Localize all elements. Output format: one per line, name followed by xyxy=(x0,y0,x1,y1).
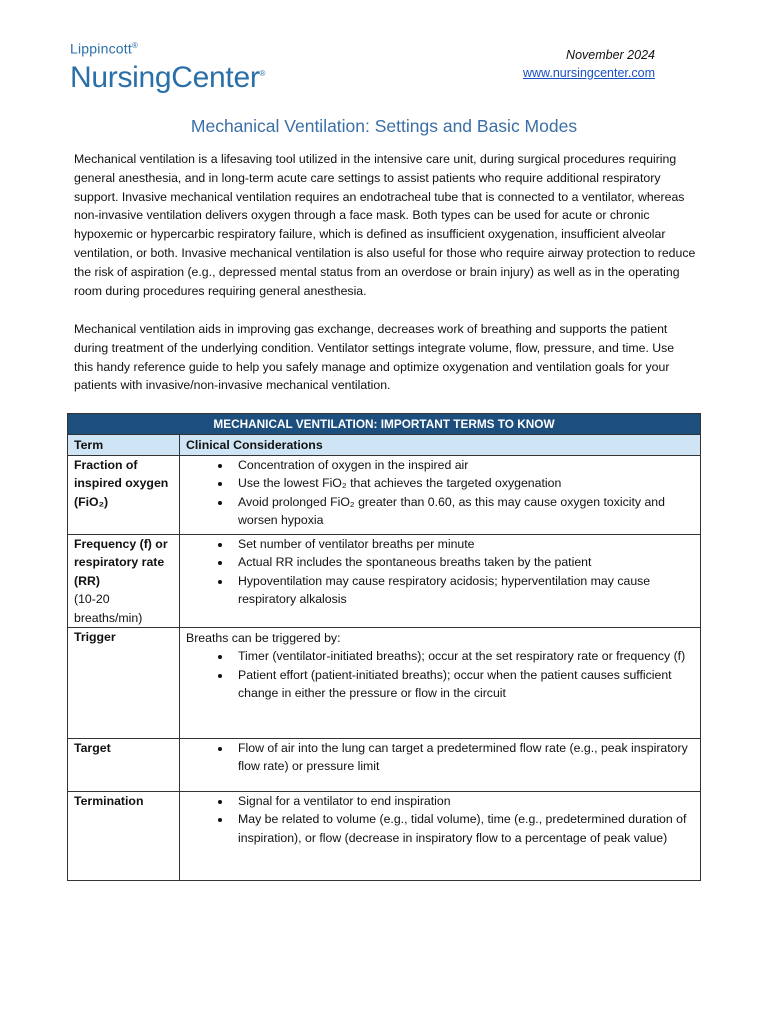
header-meta xyxy=(523,46,655,82)
bullet-list xyxy=(186,739,694,776)
term-note: (10-20 breaths/min) xyxy=(74,592,143,625)
column-header-term: Term xyxy=(68,435,180,456)
list-item: • Concentration of oxygen in the inspired air xyxy=(232,456,694,474)
list-item: • Patient effort (patient-initiated breaths); occur when the patient causes sufficient change in either the pressure or flow in the circuit xyxy=(232,666,694,703)
term-label: Fraction of inspired oxygen (FiO₂) xyxy=(74,458,169,509)
nursingcenter-logo xyxy=(70,38,265,95)
considerations-cell xyxy=(180,456,701,535)
considerations-cell xyxy=(180,739,701,792)
considerations-cell xyxy=(180,628,701,739)
term-cell xyxy=(68,456,180,535)
list-item: • Actual RR includes the spontaneous breaths taken by the patient xyxy=(232,553,694,571)
website-link[interactable]: www.nursingcenter.com xyxy=(522,66,655,80)
bullet-list xyxy=(186,535,694,609)
table-caption: MECHANICAL VENTILATION: IMPORTANT TERMS TO KNOW xyxy=(68,414,701,435)
term-label: Termination xyxy=(74,794,144,809)
table-row xyxy=(68,456,701,535)
list-item: • Use the lowest FiO₂ that achieves the targeted oxygenation xyxy=(232,474,694,492)
considerations-cell xyxy=(180,792,701,881)
list-item: • Set number of ventilator breaths per minute xyxy=(232,535,694,553)
table-row xyxy=(68,628,701,739)
table-row xyxy=(68,535,701,628)
term-label: Trigger xyxy=(74,630,116,645)
term-cell xyxy=(68,628,180,739)
publish-date: November 2024 xyxy=(566,48,655,62)
list-item: • Timer (ventilator-initiated breaths); occur at the set respiratory rate or frequency (f) xyxy=(232,647,694,665)
lead-text: Breaths can be triggered by: xyxy=(186,631,341,646)
terms-table xyxy=(67,413,701,881)
logo-nursingcenter: NursingCenter® xyxy=(70,60,266,94)
list-item: • Hypoventilation may cause respiratory acidosis; hyperventilation may cause respiratory alkalosis xyxy=(232,572,694,609)
intro-paragraph: Mechanical ventilation is a lifesaving tool utilized in the intensive care unit, during surgical procedures requiring general anesthesia, and in long-term acute care settings to assist patients who require additional respiratory support. Invasive mechanical ventilation requires an endotracheal tube that is connected to a ventilator, whereas non-invasive ventilation delivers oxygen through a face mask. Both types can be used for acute or chronic hypoxemic or hypercarbic respiratory failure, which is defined as insufficient oxygenation, insufficient alveolar ventilation, or both. Invasive mechanical ventilation is also useful for those who require airway protection to reduce the risk of aspiration (e.g., depressed mental status from an overdose or brain injury) as well as in the operating room during procedures requiring general anesthesia. xyxy=(74,152,696,298)
list-item: • Signal for a ventilator to end inspiration xyxy=(232,792,694,810)
logo-lippincott: Lippincott® xyxy=(70,40,139,57)
term-cell xyxy=(68,792,180,881)
table-row xyxy=(68,792,701,881)
column-header-clinical: Clinical Considerations xyxy=(180,435,701,456)
list-item: • May be related to volume (e.g., tidal volume), time (e.g., predetermined duration of inspiration), or flow (decrease in inspiratory flow to a percentage of peak value) xyxy=(232,810,694,847)
table-row xyxy=(68,739,701,792)
bullet-list xyxy=(186,456,694,530)
page-title: Mechanical Ventilation: Settings and Basic Modes xyxy=(190,116,578,136)
considerations-cell xyxy=(180,535,701,628)
purpose-paragraph: Mechanical ventilation aids in improving gas exchange, decreases work of breathing and supports the patient during treatment of the underlying condition. Ventilator settings integrate volume, flow, pressure, and time. Use this handy reference guide to help you safely manage and optimize oxygenation and ventilation goals for your patients with invasive/non-invasive mechanical ventilation. xyxy=(74,322,675,393)
list-item: • Flow of air into the lung can target a predetermined flow rate (e.g., peak inspiratory flow rate) or pressure limit xyxy=(232,739,694,776)
term-label: Target xyxy=(74,741,111,756)
term-cell xyxy=(68,535,180,628)
bullet-list xyxy=(186,647,694,702)
term-cell xyxy=(68,739,180,792)
list-item: • Avoid prolonged FiO₂ greater than 0.60, as this may cause oxygen toxicity and worsen hypoxia xyxy=(232,493,694,530)
term-label: Frequency (f) or respiratory rate (RR) xyxy=(74,537,168,588)
bullet-list xyxy=(186,792,694,847)
